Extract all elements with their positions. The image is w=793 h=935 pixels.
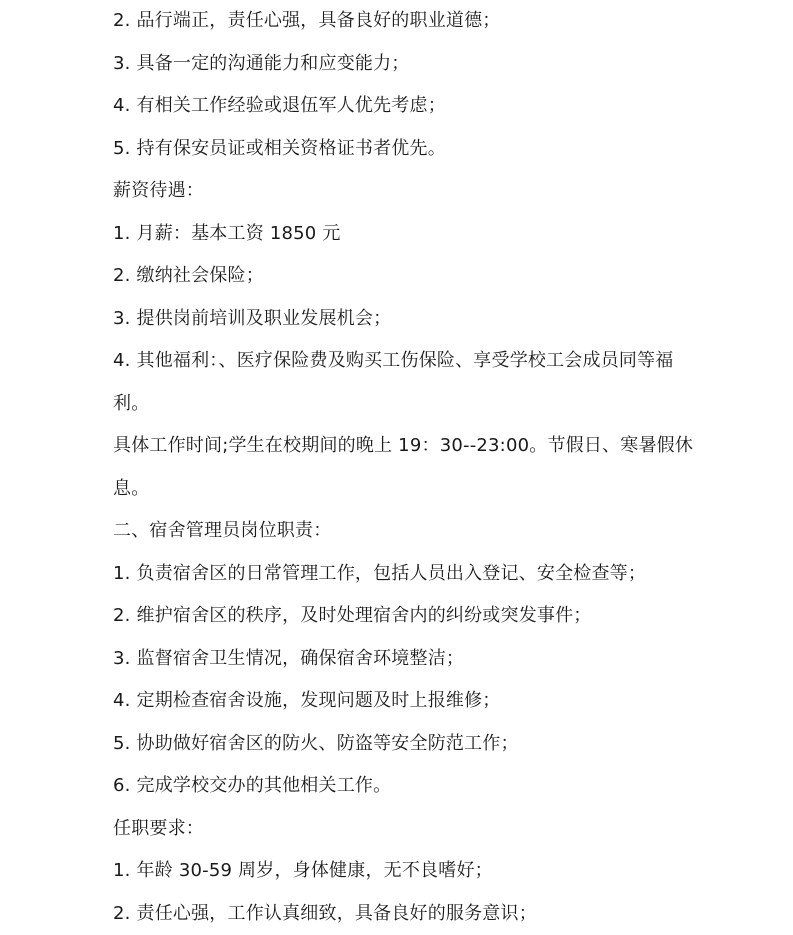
text-line: 利。 — [113, 383, 703, 426]
text-line: 5. 协助做好宿舍区的防火、防盗等安全防范工作； — [113, 723, 703, 766]
text-line: 3. 具备一定的沟通能力和应变能力； — [113, 43, 703, 86]
text-line: 息。 — [113, 468, 703, 511]
text-line: 2. 责任心强，工作认真细致，具备良好的服务意识； — [113, 893, 703, 935]
section-heading: 二、宿舍管理员岗位职责： — [113, 510, 703, 553]
text-line: 4. 其他福利：、医疗保险费及购买工伤保险、享受学校工会成员同等福 — [113, 340, 703, 383]
text-line: 2. 品行端正，责任心强，具备良好的职业道德； — [113, 0, 703, 43]
text-line: 6. 完成学校交办的其他相关工作。 — [113, 765, 703, 808]
text-line: 1. 负责宿舍区的日常管理工作，包括人员出入登记、安全检查等； — [113, 553, 703, 596]
text-line: 4. 定期检查宿舍设施，发现问题及时上报维修； — [113, 680, 703, 723]
text-line: 具体工作时间;学生在校期间的晚上 19：30--23:00。节假日、寒暑假休 — [113, 425, 703, 468]
document-body — [113, 0, 703, 935]
text-line: 2. 维护宿舍区的秩序，及时处理宿舍内的纠纷或突发事件； — [113, 595, 703, 638]
text-line: 2. 缴纳社会保险； — [113, 255, 703, 298]
text-line: 1. 年龄 30-59 周岁，身体健康，无不良嗜好； — [113, 850, 703, 893]
text-line: 3. 提供岗前培训及职业发展机会； — [113, 298, 703, 341]
text-line: 1. 月薪：基本工资 1850 元 — [113, 213, 703, 256]
text-line: 3. 监督宿舍卫生情况，确保宿舍环境整洁； — [113, 638, 703, 681]
text-line: 5. 持有保安员证或相关资格证书者优先。 — [113, 128, 703, 171]
section-heading: 薪资待遇： — [113, 170, 703, 213]
text-line: 4. 有相关工作经验或退伍军人优先考虑； — [113, 85, 703, 128]
section-heading: 任职要求： — [113, 808, 703, 851]
